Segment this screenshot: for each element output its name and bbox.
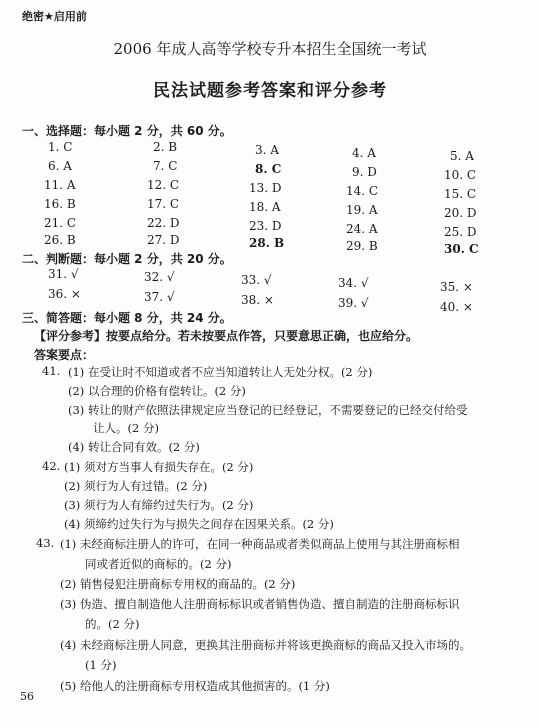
answer-point: (4) 未经商标注册人同意，更换其注册商标并将该更换商标的商品又投入市场的。 bbox=[60, 638, 471, 652]
answer-item: 23. D bbox=[249, 219, 282, 233]
answer-item: 38. × bbox=[241, 293, 274, 307]
answer-item: 32. √ bbox=[144, 270, 175, 284]
answer-item: 12. C bbox=[147, 178, 180, 192]
answer-item: 24. A bbox=[346, 222, 378, 236]
answer-item: 21. C bbox=[44, 216, 77, 230]
answer-point: (1) 未经商标注册人的许可，在同一种商品或者类似商品上使用与其注册商标相 bbox=[60, 537, 460, 551]
answer-item: 20. D bbox=[444, 206, 477, 220]
answer-item: 13. D bbox=[249, 181, 282, 195]
document-title: 民法试题参考答案和评分参考 bbox=[153, 81, 387, 101]
answer-item: 11. A bbox=[44, 178, 76, 192]
answer-item: 1. C bbox=[48, 140, 73, 154]
question-number: 42. bbox=[42, 459, 61, 473]
answer-item: 5. A bbox=[450, 149, 474, 163]
answer-point: (1) 须对方当事人有损失存在。(2 分) bbox=[64, 460, 254, 474]
page-number: 56 bbox=[20, 690, 34, 703]
answer-item: 40. × bbox=[440, 300, 473, 314]
scoring-note: 【评分参考】按要点给分。若未按要点作答，只要意思正确，也应给分。 bbox=[34, 329, 419, 343]
answer-item: 26. B bbox=[44, 233, 76, 247]
answer-point-continued: 同或者近似的商标的。(2 分) bbox=[85, 557, 232, 571]
answer-points-label: 答案要点： bbox=[34, 348, 95, 362]
question-number: 43. bbox=[36, 536, 55, 550]
answer-item: 31. √ bbox=[48, 267, 79, 281]
answer-item: 34. √ bbox=[338, 276, 369, 290]
answer-point: (1) 在受让时不知道或者不应当知道转让人无处分权。(2 分) bbox=[68, 365, 373, 379]
answer-item: 3. A bbox=[255, 143, 279, 157]
answer-point: (3) 须行为人有缔约过失行为。(2 分) bbox=[64, 498, 254, 512]
answer-item: 27. D bbox=[147, 233, 180, 247]
answer-item: 6. A bbox=[48, 159, 72, 173]
answer-item: 22. D bbox=[147, 216, 180, 230]
answer-point-continued: 的。(2 分) bbox=[85, 617, 140, 631]
answer-item: 4. A bbox=[352, 146, 376, 160]
answer-point-continued: 让人。(2 分) bbox=[93, 421, 159, 435]
question-number: 41. bbox=[42, 364, 61, 378]
section-heading-judge: 二、判断题：每小题 2 分，共 20 分。 bbox=[22, 252, 232, 266]
answer-item: 19. A bbox=[346, 203, 378, 217]
answer-item: 18. A bbox=[249, 200, 281, 214]
answer-item: 15. C bbox=[444, 187, 477, 201]
answer-item: 28. B bbox=[249, 236, 285, 250]
answer-point: (5) 给他人的注册商标专用权造成其他损害的。(1 分) bbox=[60, 679, 330, 693]
answer-item: 33. √ bbox=[241, 273, 272, 287]
answer-item: 9. D bbox=[352, 165, 377, 179]
answer-point: (2) 销售侵犯注册商标专用权的商品的。(2 分) bbox=[60, 577, 296, 591]
answer-point: (3) 转让的财产依照法律规定应当登记的已经登记，不需要登记的已经交付给受 bbox=[68, 403, 468, 417]
exam-title: 2006 年成人高等学校专升本招生全国统一考试 bbox=[113, 40, 427, 58]
answer-item: 39. √ bbox=[338, 296, 369, 310]
answer-item: 36. × bbox=[48, 287, 81, 301]
answer-item: 17. C bbox=[147, 197, 180, 211]
answer-point: (2) 以合理的价格有偿转让。(2 分) bbox=[68, 384, 246, 398]
answer-item: 30. C bbox=[444, 242, 479, 256]
section-heading-short-answer: 三、简答题：每小题 8 分，共 24 分。 bbox=[22, 311, 232, 325]
answer-item: 29. B bbox=[346, 239, 378, 253]
answer-point: (2) 须行为人有过错。(2 分) bbox=[64, 479, 208, 493]
answer-item: 25. D bbox=[444, 225, 477, 239]
answer-item: 37. √ bbox=[144, 290, 175, 304]
answer-item: 35. × bbox=[440, 280, 473, 294]
answer-item: 16. B bbox=[44, 197, 76, 211]
answer-point: (3) 伪造、擅自制造他人注册商标标识或者销售伪造、擅自制造的注册商标标识 bbox=[60, 597, 460, 611]
confidential-mark: 绝密★启用前 bbox=[22, 10, 87, 23]
answer-point-continued: (1 分) bbox=[85, 658, 117, 672]
answer-point: (4) 须缔约过失行为与损失之间存在因果关系。(2 分) bbox=[64, 517, 334, 531]
section-heading-choice: 一、选择题：每小题 2 分，共 60 分。 bbox=[22, 124, 232, 138]
answer-item: 14. C bbox=[346, 184, 379, 198]
answer-item: 7. C bbox=[153, 159, 178, 173]
answer-item: 10. C bbox=[444, 168, 477, 182]
answer-item: 2. B bbox=[153, 140, 178, 154]
answer-point: (4) 转让合同有效。(2 分) bbox=[68, 440, 200, 454]
answer-item: 8. C bbox=[255, 162, 282, 176]
